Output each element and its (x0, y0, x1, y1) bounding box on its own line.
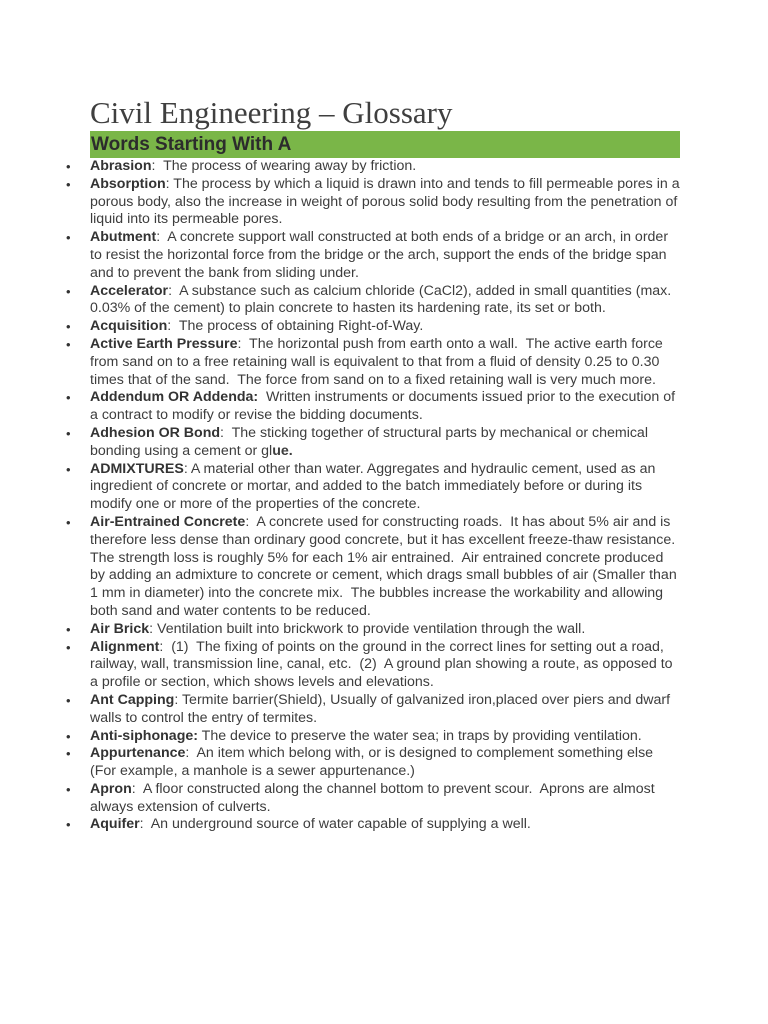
bullet-icon: • (66, 176, 71, 192)
term-separator: : (167, 318, 172, 335)
bullet-icon: • (66, 621, 71, 637)
glossary-entry (66, 745, 680, 781)
glossary-definition: The process of wearing away by friction. (155, 158, 417, 174)
glossary-term: Aquifer (90, 816, 140, 833)
glossary-entry (66, 318, 680, 336)
section-heading-band (90, 131, 680, 158)
bullet-icon: • (66, 336, 71, 352)
glossary-definition: The process by which a liquid is drawn into and tends to fill permeable pores in a porous body, also the increase in weight of porous solid body resulting from the penetration of liquid into its permeable pores. (90, 175, 684, 228)
bullet-icon: • (66, 728, 71, 744)
glossary-entry (66, 175, 684, 229)
glossary-term: Active Earth Pressure (90, 335, 238, 352)
glossary-entry (66, 513, 683, 621)
term-separator: : (139, 816, 144, 833)
glossary-term: Ant Capping (90, 691, 175, 708)
glossary-definition: A material other than water. Aggregates and hydraulic cement, used as an ingredient of concrete or mortar, and added to the batch immediately before or during its modify one or more of the properties of the concrete. (90, 460, 660, 513)
glossary-definition: A concrete support wall constructed at both ends of a bridge or an arch, in order to resist the horizontal force from the bridge or the arch, support the ends of the bridge span and to prevent the bank from sliding under. (90, 229, 673, 281)
glossary-term: Apron (90, 780, 132, 797)
document-page (66, 94, 684, 834)
glossary-term: Alignment (90, 638, 160, 655)
glossary-term: Appurtenance (90, 745, 186, 762)
term-separator: : (168, 282, 173, 299)
glossary-entry (66, 158, 680, 176)
glossary-entry (66, 460, 680, 514)
glossary-definition: The horizontal push from earth onto a wall. The active earth force from sand on to a free retaining wall is equivalent to that from a fluid of density 0.25 to 0.30 times that of the sand. The force from sand on to a fixed retaining wall is very much more. (90, 335, 667, 388)
glossary-definition: Written instruments or documents issued prior to the execution of a contract to modify or revise the bidding documents. (90, 389, 679, 424)
glossary-list (66, 158, 684, 834)
glossary-definition: A substance such as calcium chloride (CaCl2), added in small quantities (max. 0.03% of the cement) to plain concrete to hasten its hardening rate, its set or both. (90, 282, 676, 317)
bullet-icon: • (66, 514, 71, 530)
glossary-term: Addendum OR Addenda: (90, 389, 259, 406)
glossary-term: Abrasion (90, 158, 152, 174)
bullet-icon: • (66, 461, 71, 477)
bullet-icon: • (66, 283, 71, 299)
term-separator: : (245, 513, 250, 530)
definition-bold-tail: ue. (272, 442, 293, 459)
term-separator: : (156, 229, 161, 246)
glossary-definition: The process of obtaining Right-of-Way. (171, 318, 424, 335)
bullet-icon: • (66, 639, 71, 655)
glossary-definition: Termite barrier(Shield), Usually of galvanized iron,placed over piers and dwarf walls to control the entry of termites. (90, 691, 675, 726)
glossary-definition: An item which belong with, or is designed to complement something else (For example, a manhole is a sewer appurtenance.) (90, 745, 658, 780)
glossary-term: Acquisition (90, 318, 168, 335)
glossary-entry (66, 424, 680, 461)
glossary-term: Air-Entrained Concrete (90, 513, 246, 530)
glossary-term: Abutment (90, 229, 157, 246)
term-separator: : (185, 745, 190, 762)
glossary-entry (66, 282, 680, 319)
glossary-definition: Ventilation built into brickwork to provide ventilation through the wall. (153, 620, 586, 637)
glossary-entry (66, 229, 680, 282)
bullet-icon: • (66, 781, 71, 797)
glossary-term: Anti-siphonage: (90, 727, 198, 744)
bullet-icon: • (66, 159, 71, 174)
glossary-definition: (1) The fixing of points on the ground in the correct lines for setting out a road, railway, wall, transmission line, canal, etc. (2) A ground plan showing a route, as opposed to a profile or section, which shows levels and elevations. (90, 638, 677, 691)
glossary-definition: A concrete used for constructing roads. It has about 5% air and is therefore less dense than ordinary good concrete, but it has excellent freeze-thaw resistance. The strength loss is roughly 5% for each 1% air entrained. Air entrained concrete produced by adding an admixture to concrete or cement, which drags small bubbles of air (Smaller than 1 mm in diameter) into the concrete mix. The bubbles increase the workability and allowing both sand and water contents to be reduced. (90, 513, 683, 619)
glossary-definition: The device to preserve the water sea; in traps by providing ventilation. (197, 727, 642, 744)
term-separator: : (151, 158, 156, 174)
bullet-icon: • (66, 746, 71, 762)
glossary-definition: An underground source of water capable of supplying a well. (143, 816, 531, 833)
section-heading: Words Starting With A (91, 134, 292, 155)
term-separator: : (237, 335, 242, 352)
glossary-term: Absorption (90, 175, 166, 192)
glossary-entry (66, 335, 680, 389)
bullet-icon: • (66, 692, 71, 708)
glossary-entry (66, 389, 680, 425)
term-separator: : (131, 780, 136, 797)
bullet-icon: • (66, 230, 71, 246)
term-separator: : (220, 424, 224, 441)
bullet-icon: • (66, 319, 71, 335)
term-separator: : (174, 691, 179, 708)
glossary-term: Air Brick (90, 620, 150, 637)
glossary-entry (66, 620, 680, 639)
term-separator: : (183, 460, 188, 477)
term-separator: : (165, 175, 170, 192)
glossary-term: Adhesion OR Bond (90, 424, 221, 441)
glossary-definition: The sticking together of structural parts by mechanical or chemical bonding using a cement or gl (90, 424, 652, 459)
glossary-entry (66, 780, 680, 817)
glossary-entry (66, 691, 680, 728)
glossary-term: ADMIXTURES (90, 460, 184, 477)
glossary-entry (66, 727, 680, 746)
glossary-entry (66, 816, 680, 834)
document-title: Civil Engineering – Glossary (90, 95, 453, 130)
glossary-term: Accelerator (90, 282, 169, 299)
term-separator: : (149, 620, 154, 637)
bullet-icon: • (66, 390, 71, 406)
bullet-icon: • (66, 425, 71, 441)
bullet-icon: • (66, 817, 71, 833)
glossary-entry (66, 638, 680, 692)
glossary-definition: A floor constructed along the channel bottom to prevent scour. Aprons are almost always extension of culverts. (90, 780, 659, 815)
term-separator: : (159, 638, 164, 655)
